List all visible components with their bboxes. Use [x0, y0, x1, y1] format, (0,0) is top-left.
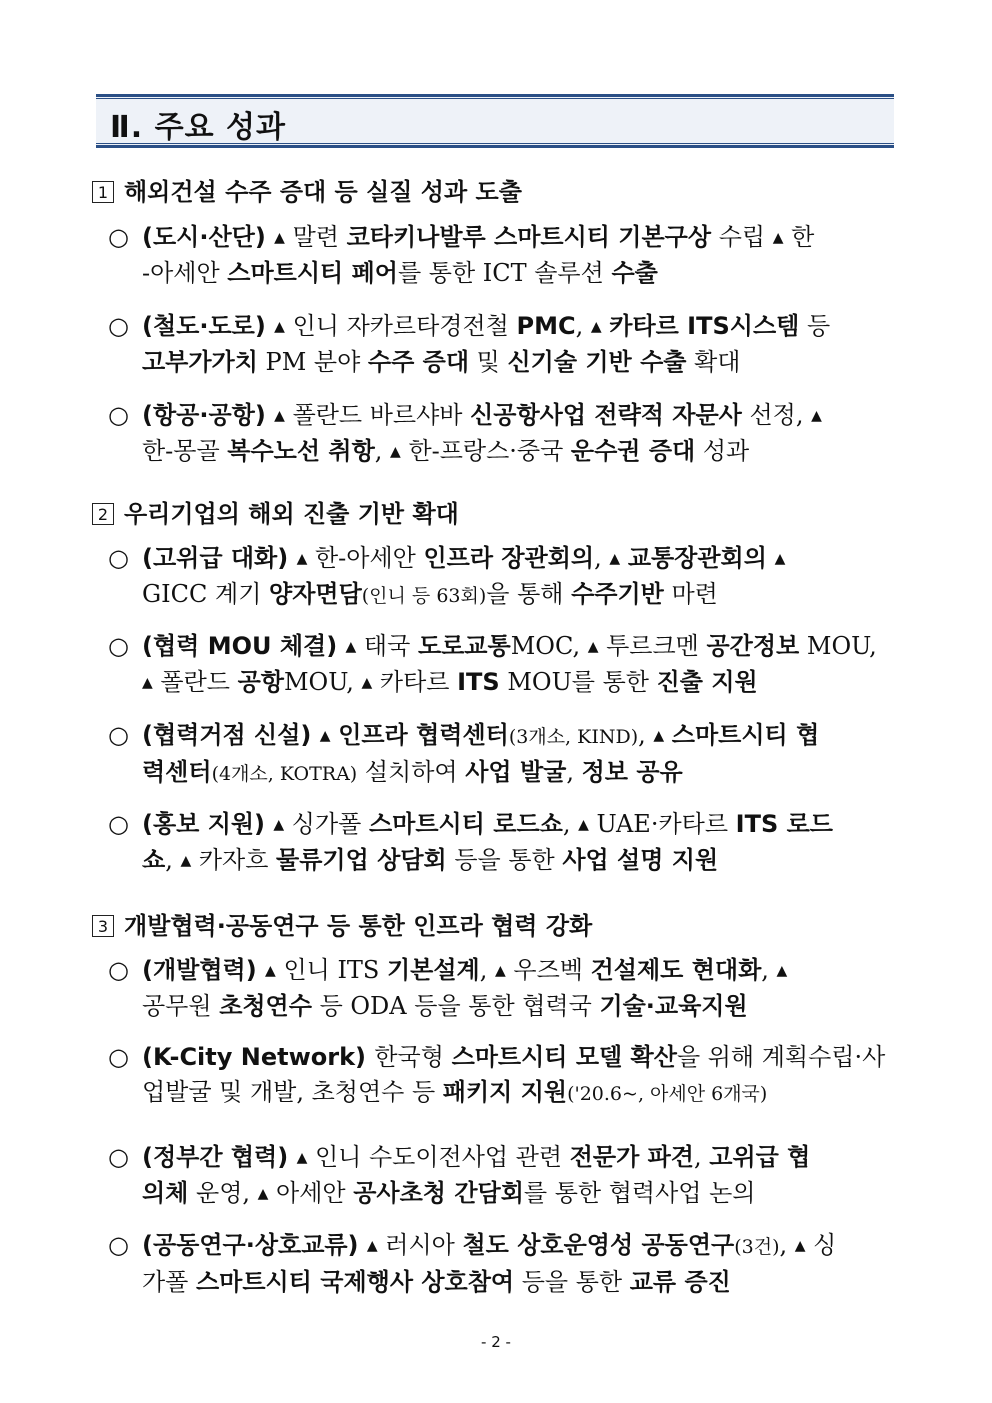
item-text: 말련 [284, 223, 347, 251]
item-text: , [562, 810, 579, 838]
emphasis-text: 수주 증대 [367, 348, 469, 376]
item-line [142, 256, 898, 291]
emphasis-text: 정보 공유 [581, 758, 683, 786]
item-text [620, 544, 628, 572]
item-text: 한국형 [374, 1043, 452, 1071]
emphasis-text: 고위급 협 [709, 1143, 811, 1171]
item-line [142, 1265, 898, 1300]
item-text: 폴란드 바르샤바 [284, 401, 471, 429]
emphasis-text: 스마트시티 협 [671, 721, 820, 749]
item-text: , [594, 544, 610, 572]
list-item [108, 309, 898, 380]
emphasis-text: 스마트시티 모델 확산 [451, 1043, 677, 1071]
item-text: GICC 계기 [142, 580, 270, 608]
item-line [142, 434, 898, 470]
list-item [108, 953, 898, 1024]
emphasis-text: 진출 지원 [656, 668, 758, 696]
triangle-marker-icon: ▲ [274, 230, 285, 246]
item-text: 업발굴 및 개발, 초청연수 등 [142, 1078, 443, 1106]
triangle-marker-icon: ▲ [345, 639, 357, 655]
item-text: 및 [469, 348, 508, 376]
item-line [142, 309, 898, 345]
item-text: PM 분야 [257, 348, 368, 376]
section-heading-1 [92, 172, 522, 207]
item-line [142, 541, 898, 577]
item-line [142, 1176, 898, 1212]
section-heading-3 [92, 906, 592, 941]
emphasis-text: 사업 설명 지원 [562, 846, 719, 874]
item-text: MOC, [510, 632, 588, 660]
item-text: , [374, 437, 391, 465]
item-line [142, 398, 898, 434]
triangle-marker-icon: ▲ [653, 728, 665, 744]
circle-bullet-icon: ○ [108, 544, 129, 572]
emphasis-text: 물류기업 상담회 [276, 846, 447, 874]
triangle-marker-icon: ▲ [578, 817, 589, 833]
item-text: ('20.6~, 아세안 6개국) [567, 1083, 768, 1105]
item-line [142, 755, 898, 792]
triangle-marker-icon: ▲ [296, 551, 308, 567]
item-text: 인니 수도이전사업 관련 [307, 1143, 570, 1171]
item-text: , [566, 758, 582, 786]
item-text: 아세안 [268, 1179, 354, 1207]
item-text: 등을 통한 [514, 1268, 630, 1296]
item-line [142, 1140, 898, 1176]
item-text: MOU, [283, 668, 362, 696]
emphasis-text: (도시·산단) [142, 223, 275, 251]
item-text: (4개소, KOTRA) [211, 763, 358, 785]
emphasis-text: 공간정보 [706, 632, 800, 660]
item-text: 싱 [805, 1231, 837, 1259]
triangle-marker-icon: ▲ [811, 408, 822, 424]
triangle-marker-icon: ▲ [587, 639, 599, 655]
emphasis-text: 카타르 ITS시스템 [609, 312, 800, 340]
item-text: , [479, 956, 496, 984]
circle-bullet-icon: ○ [108, 632, 129, 660]
triangle-marker-icon: ▲ [361, 675, 373, 691]
emphasis-text: 스마트시티 국제행사 상호참여 [196, 1268, 515, 1296]
triangle-marker-icon: ▲ [794, 1238, 806, 1254]
triangle-marker-icon: ▲ [772, 230, 784, 246]
emphasis-text: (고위급 대화) [142, 544, 297, 572]
emphasis-text: 복수노선 취항 [227, 437, 375, 465]
item-line [142, 345, 898, 380]
emphasis-text: 교통장관회의 [627, 544, 767, 572]
circle-bullet-icon: ○ [108, 721, 129, 749]
item-text: 태국 [356, 632, 418, 660]
item-line [142, 629, 898, 665]
emphasis-text: 초청연수 [219, 992, 312, 1020]
triangle-marker-icon: ▲ [180, 853, 192, 869]
item-text: 운영, [188, 1179, 258, 1207]
emphasis-text: 공사초청 간담회 [353, 1179, 524, 1207]
item-text: 한 [783, 223, 815, 251]
list-item [108, 1228, 898, 1300]
emphasis-text: 스마트시티 페어 [227, 259, 398, 287]
emphasis-text: 건설제도 현대화 [590, 956, 762, 984]
item-text: 투르크멘 [598, 632, 707, 660]
item-text: UAE·카타르 [588, 810, 736, 838]
emphasis-text: 사업 발굴 [465, 758, 567, 786]
emphasis-text: 력센터 [142, 758, 212, 786]
triangle-marker-icon: ▲ [274, 408, 285, 424]
emphasis-text: 도로교통 [417, 632, 511, 660]
item-text: -아세안 [142, 259, 228, 287]
item-line [142, 577, 898, 614]
triangle-marker-icon: ▲ [390, 444, 401, 460]
list-item [108, 1140, 898, 1212]
emphasis-text: (K-City Network) [142, 1043, 375, 1071]
item-text: 인니 ITS [275, 956, 387, 984]
item-text: 카자흐 [191, 846, 277, 874]
emphasis-text: 공항 [237, 668, 284, 696]
emphasis-text: 쇼 [142, 846, 166, 874]
circle-bullet-icon: ○ [108, 1231, 129, 1259]
list-item [108, 807, 898, 879]
item-text: MOU를 통한 [499, 668, 657, 696]
emphasis-text: 기술·교육지원 [599, 992, 748, 1020]
circle-bullet-icon: ○ [108, 223, 129, 251]
emphasis-text: (항공·공항) [142, 401, 275, 429]
triangle-marker-icon: ▲ [366, 1238, 378, 1254]
emphasis-text: 스마트시티 로드쇼 [368, 810, 563, 838]
section-heading-text: 해외건설 수주 증대 등 실질 성과 도출 [124, 178, 522, 206]
triangle-marker-icon: ▲ [273, 817, 285, 833]
triangle-marker-icon: ▲ [142, 675, 153, 691]
section-heading-text: 우리기업의 해외 진출 기반 확대 [124, 500, 459, 528]
list-item [108, 718, 898, 792]
item-text: 가폴 [142, 1268, 196, 1296]
emphasis-text: 신공항사업 전략적 자문사 [470, 401, 742, 429]
emphasis-text: (철도·도로) [142, 312, 275, 340]
triangle-marker-icon: ▲ [296, 1150, 308, 1166]
item-text: , [779, 1231, 795, 1259]
item-text: 선정, [741, 401, 812, 429]
circle-bullet-icon: ○ [108, 401, 129, 429]
item-line [142, 843, 898, 879]
triangle-marker-icon: ▲ [274, 319, 285, 335]
emphasis-text: (협력 MOU 체결) [142, 632, 346, 660]
emphasis-text: 철도 상호운영성 공동연구 [462, 1231, 735, 1259]
item-text: , [761, 956, 777, 984]
list-item [108, 1040, 898, 1112]
page-title: Ⅱ. 주요 성과 [110, 110, 286, 145]
triangle-marker-icon: ▲ [776, 963, 788, 979]
circle-bullet-icon: ○ [108, 1143, 129, 1171]
item-text: (인니 등 63회) [361, 585, 487, 607]
list-item [108, 629, 898, 701]
item-text: 우즈벡 [505, 956, 591, 984]
item-text: 한-프랑스·중국 [400, 437, 571, 465]
emphasis-text: ITS [457, 668, 500, 696]
emphasis-text: 패키지 지원 [442, 1078, 568, 1106]
item-text: 인니 자카르타경전철 [284, 312, 517, 340]
item-text: 확대 [686, 348, 741, 376]
emphasis-text: 기본설계 [387, 956, 480, 984]
list-item [108, 398, 898, 470]
item-text: , [575, 312, 591, 340]
item-text: 를 통한 ICT 솔루션 [397, 259, 612, 287]
item-line [142, 718, 898, 755]
title-top-rule [96, 94, 894, 99]
item-text: 을 위해 계획수립·사 [676, 1043, 886, 1071]
emphasis-text: (정부간 협력) [142, 1143, 297, 1171]
circle-bullet-icon: ○ [108, 1043, 129, 1071]
item-text: (3개소, KIND) [508, 726, 639, 748]
emphasis-text: 수주기반 [571, 580, 664, 608]
item-line [142, 989, 898, 1024]
section-number-box: 3 [92, 915, 114, 937]
list-item [108, 541, 898, 614]
emphasis-text: PMC [516, 312, 576, 340]
item-line [142, 220, 898, 256]
item-text: 공무원 [142, 992, 220, 1020]
emphasis-text: 운수권 증대 [570, 437, 696, 465]
item-text: 한-몽골 [142, 437, 228, 465]
circle-bullet-icon: ○ [108, 312, 129, 340]
triangle-marker-icon: ▲ [265, 963, 276, 979]
emphasis-text: (공동연구·상호교류) [142, 1231, 367, 1259]
emphasis-text: (홍보 지원) [142, 810, 274, 838]
item-line [142, 1040, 898, 1075]
emphasis-text: 코타키나발루 스마트시티 기본구상 [346, 223, 712, 251]
emphasis-text: (협력거점 신설) [142, 721, 320, 749]
item-text: 등 [799, 312, 831, 340]
emphasis-text: 신기술 기반 수출 [507, 348, 687, 376]
item-text: 폴란드 [152, 668, 238, 696]
item-text: , [638, 721, 654, 749]
item-text [664, 721, 672, 749]
item-line [142, 665, 898, 701]
item-text: 싱가폴 [284, 810, 369, 838]
item-text: (3건) [734, 1236, 780, 1258]
emphasis-text: 수출 [611, 259, 658, 287]
emphasis-text: 고부가가치 [142, 348, 258, 376]
item-text: 설치하여 [357, 758, 466, 786]
emphasis-text: ITS 로드 [735, 810, 833, 838]
section-title-banner [96, 94, 894, 148]
item-text: 마련 [663, 580, 718, 608]
triangle-marker-icon: ▲ [495, 963, 506, 979]
item-text: 카타르 [372, 668, 458, 696]
item-line [142, 1228, 898, 1265]
item-text: 한-아세안 [307, 544, 424, 572]
triangle-marker-icon: ▲ [609, 551, 621, 567]
item-text: 수립 [711, 223, 773, 251]
item-text: 성과 [695, 437, 750, 465]
triangle-marker-icon: ▲ [257, 1186, 269, 1202]
item-text: , [694, 1143, 710, 1171]
section-heading-text: 개발협력·공동연구 등 통한 인프라 협력 강화 [124, 912, 593, 940]
circle-bullet-icon: ○ [108, 810, 129, 838]
item-text [767, 544, 775, 572]
triangle-marker-icon: ▲ [774, 551, 786, 567]
emphasis-text: 전문가 파견 [569, 1143, 694, 1171]
item-line [142, 807, 898, 843]
emphasis-text: 교류 증진 [629, 1268, 731, 1296]
circle-bullet-icon: ○ [108, 956, 129, 984]
section-heading-2 [92, 494, 459, 529]
emphasis-text: 양자면담 [269, 580, 362, 608]
item-text: 등을 통한 [446, 846, 563, 874]
item-line [142, 1075, 898, 1112]
section-number-box: 1 [92, 181, 114, 203]
list-item [108, 220, 898, 291]
item-text: , [165, 846, 181, 874]
item-text: 을 통해 [486, 580, 572, 608]
emphasis-text: (개발협력) [142, 956, 266, 984]
item-text: 등 ODA 등을 통한 협력국 [311, 992, 600, 1020]
triangle-marker-icon: ▲ [590, 319, 602, 335]
emphasis-text: 의체 [142, 1179, 189, 1207]
item-line [142, 953, 898, 989]
triangle-marker-icon: ▲ [319, 728, 331, 744]
emphasis-text: 인프라 장관회의 [423, 544, 595, 572]
emphasis-text: 인프라 협력센터 [338, 721, 509, 749]
page-number: - 2 - [481, 1333, 511, 1351]
section-number-box: 2 [92, 503, 114, 525]
item-text: MOU, [799, 632, 877, 660]
item-text: 를 통한 협력사업 논의 [523, 1179, 756, 1207]
item-text: 러시아 [377, 1231, 463, 1259]
